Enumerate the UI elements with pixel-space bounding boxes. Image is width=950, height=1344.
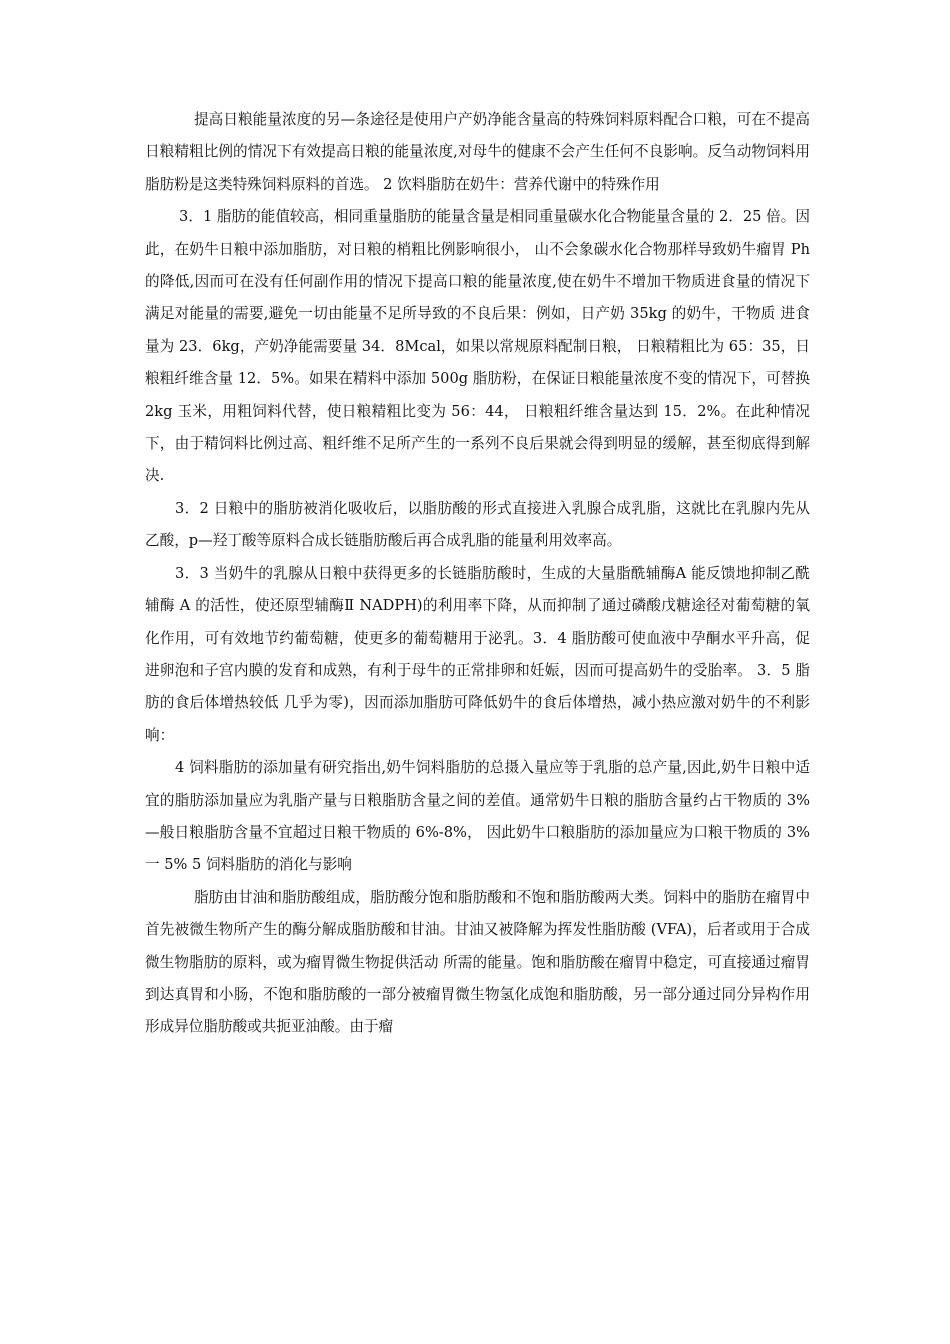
document-body xyxy=(145,104,810,1044)
paragraph-3-3: 3．3 当奶牛的乳腺从日粮中获得更多的长链脂肪酸时，生成的大量脂酰辅酶A 能反馈地抑制乙酰辅酶 A 的活性，使还原型辅酶Ⅱ NADPH)的利用率下降，从而抑制了通过磷酸戊糖途径对葡萄糖的氧化作用，可有效地节约葡萄糖，使更多的葡萄糖用于泌乳。3．4 脂肪酸可使血液中孕酮水平升高，促进卵泡和子宫内膜的发育和成熟，有利于母牛的正常排卵和妊娠，因而可提高奶牛的受胎率。 3．5 脂肪的食后体增热较低 几乎为零)，因而添加脂肪可降低奶牛的食后体增热，减小热应激对奶牛的不利影响： xyxy=(145,564,810,744)
paragraph-4-addition: 4 饲料脂肪的添加量有研究指出,奶牛饲料脂肪的总摄入量应等于乳脂的总产量,因此,奶牛日粮中适宜的脂肪添加量应为乳脂产量与日粮脂肪含量之间的差值。通常奶牛日粮的脂肪含量约占干物质的 3%—般日粮脂肪含量不宜超过日粮干物质的 6%-8%， 因此奶牛口粮脂肪的添加量应为口粮干物质的 3%一 5% 5 饲料脂肪的消化与影响 xyxy=(145,759,810,874)
paragraph-3-2: 3．2 日粮中的脂肪被消化吸收后，以脂肪酸的形式直接进入乳腺合成乳脂，这就比在乳腺内先从乙酸，p—羟丁酸等原料合成长链脂肪酸后再合成乳脂的能量利用效率高。 xyxy=(145,499,810,550)
paragraph-3-1: 3．1 脂肪的能值较高，相同重量脂肪的能量含量是相同重量碳水化合物能量含量的 2．25 倍。因此，在奶牛日粮中添加脂肪，对日粮的梢粗比例影响很小， 山不会象碳水化合物那样导致奶牛瘤胃 Ph 的降低,因而可在没有任何副作用的情况下提高口粮的能量浓度,使在奶牛不增加干物质进食量的情况下满足对能量的需要,避免一切由能量不足所导致的不良后果：例如，日产奶 35kg 的奶牛，干物质 进食量为 23．6kg，产奶净能需要量 34．8Mcal，如果以常规原料配制日粮， 日粮精粗比为 65：35，日粮粗纤维含量 12．5%。如果在精料中添加 500g 脂肪粉，在保证日粮能量浓度不变的情况下，可替换 2kg 玉米，用粗饲料代替，使日粮精粗比变为 56：44， 日粮粗纤维含量达到 15．2%。在此种情况下，由于精饲料比例过高、粗纤维不足所产生的一系列不良后果就会得到明显的缓解，甚至彻底得到解决. xyxy=(145,208,810,485)
paragraph-fat-digestion: 脂肪由甘油和脂肪酸组成，脂肪酸分饱和脂肪酸和不饱和脂肪酸两大类。饲料中的脂肪在瘤胃中首先被微生物所产生的酶分解成脂肪酸和甘油。甘油又被降解为挥发性脂肪酸 (VFA)，后者或用于合成微生物脂肪的原料，或为瘤胃微生物捉供活动 所需的能量。饱和脂肪酸在瘤胃中稳定，可直接通过瘤胃到达真胃和小肠，不饱和脂肪酸的一部分被瘤胃微生物氢化成饱和脂肪酸，另一部分通过同分异构作用形成异位脂肪酸或共扼亚油酸。由于瘤 xyxy=(145,888,810,1036)
paragraph-energy-density: 提高日粮能量浓度的另—条途径是使用户产奶净能含量高的特殊饲料原料配合口粮，可在不提高日粮精粗比例的情况下有效提高日粮的能量浓度,对母牛的健康不会产生任何不良影响。反刍动物饲料用脂肪粉是这类特殊饲料原料的首选。 2 饮料脂肪在奶牛：营养代谢中的特殊作用 xyxy=(145,111,810,193)
